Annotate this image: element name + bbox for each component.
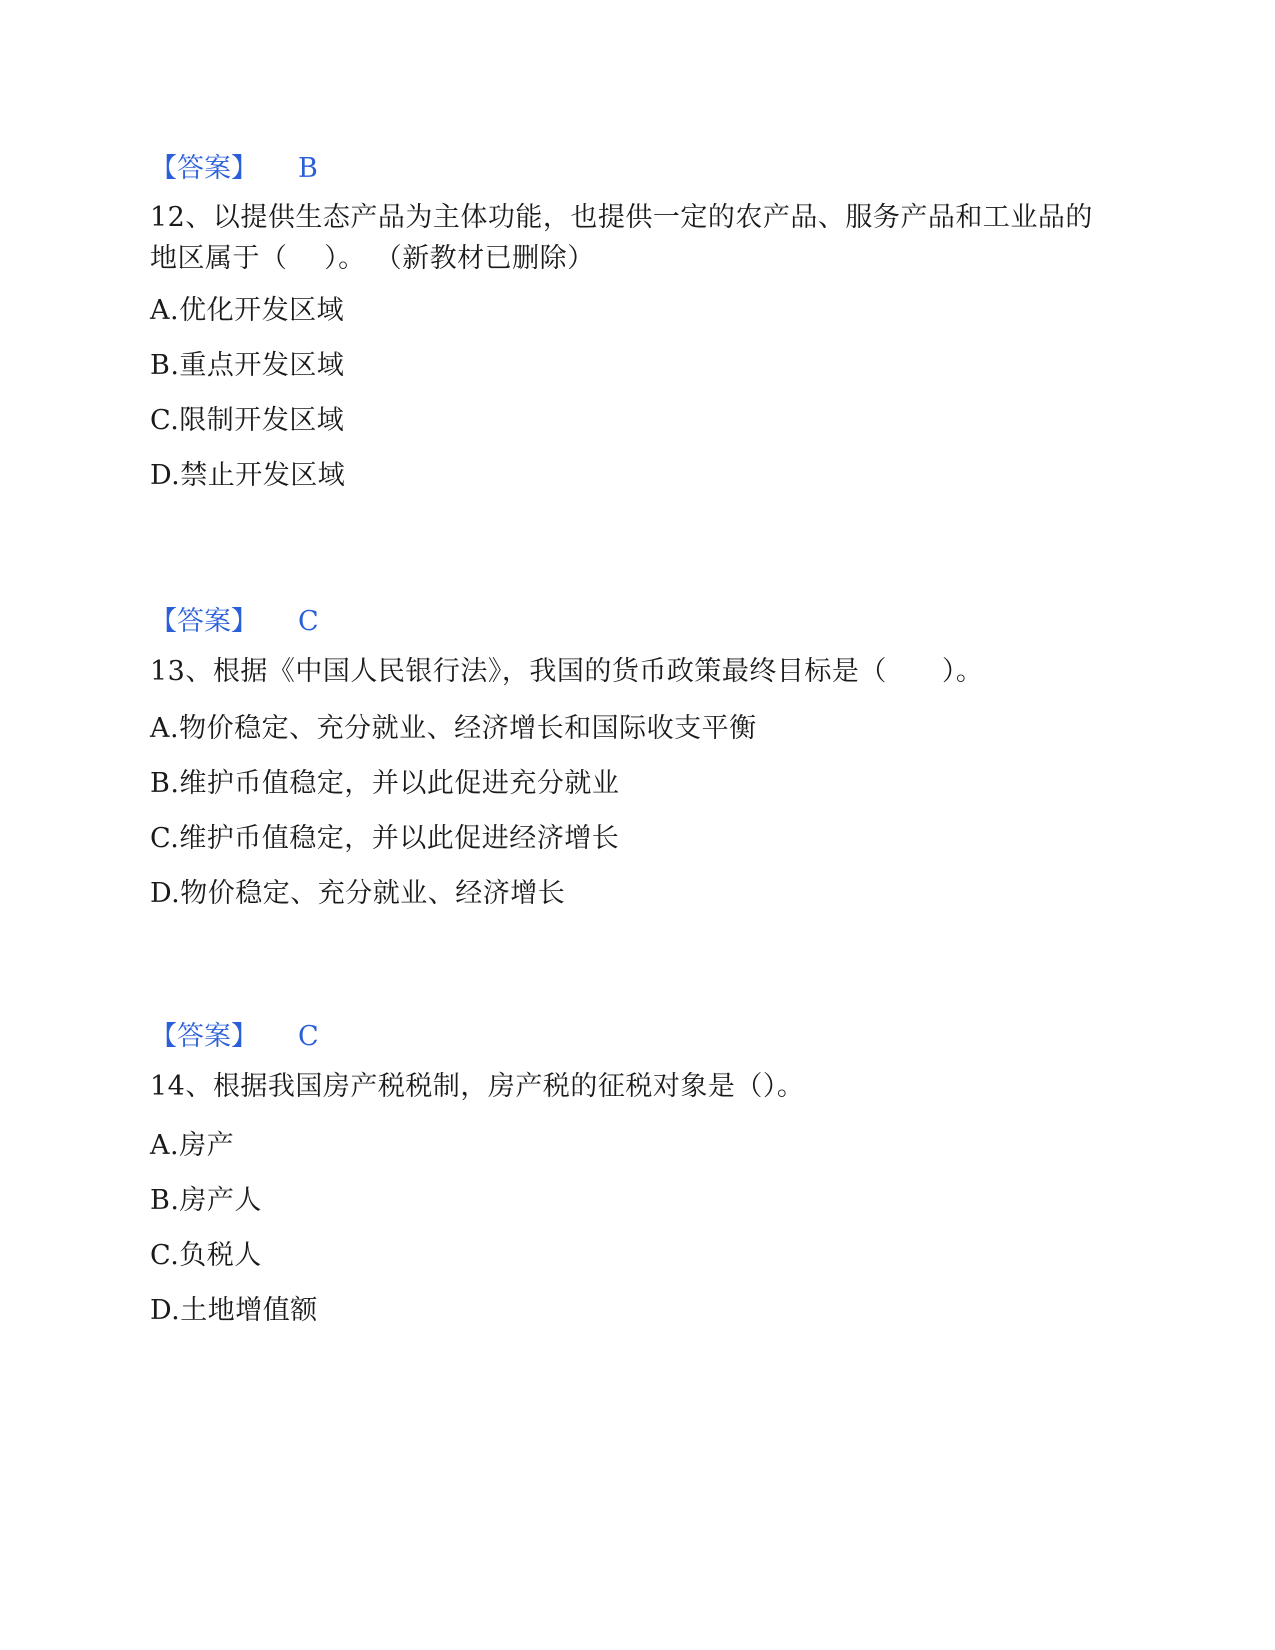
question-text: 13、根据《中国人民银行法》，我国的货币政策最终目标是（ ）。 [150,656,984,687]
option-a: A.优化开发区域 [150,295,345,326]
option-d: D.物价稳定、充分就业、经济增长 [150,878,566,909]
option-a: A.房产 [150,1130,235,1161]
answer-label: 【答案】 [150,1021,258,1052]
option-d: D.土地增值额 [150,1295,318,1326]
answer-line [150,606,319,637]
answer-line [150,153,318,184]
option-c: C.负税人 [150,1240,262,1271]
option-b: B.维护币值稳定，并以此促进充分就业 [150,768,620,799]
option-a: A.物价稳定、充分就业、经济增长和国际收支平衡 [150,713,757,744]
option-d: D.禁止开发区域 [150,460,346,491]
option-b: B.重点开发区域 [150,350,345,381]
answer-value: C [298,606,319,637]
option-c: C.限制开发区域 [150,405,345,436]
question-text: 12、以提供生态产品为主体功能，也提供一定的农产品、服务产品和工业品的地区属于（ ）。 （新教材已删除） [150,202,1093,274]
answer-value: B [298,153,318,184]
option-c: C.维护币值稳定，并以此促进经济增长 [150,823,620,854]
question-text: 14、根据我国房产税税制，房产税的征税对象是（）。 [150,1071,805,1102]
answer-line [150,1021,319,1052]
answer-label: 【答案】 [150,153,258,184]
answer-label: 【答案】 [150,606,258,637]
option-b: B.房产人 [150,1185,262,1216]
answer-value: C [298,1021,319,1052]
